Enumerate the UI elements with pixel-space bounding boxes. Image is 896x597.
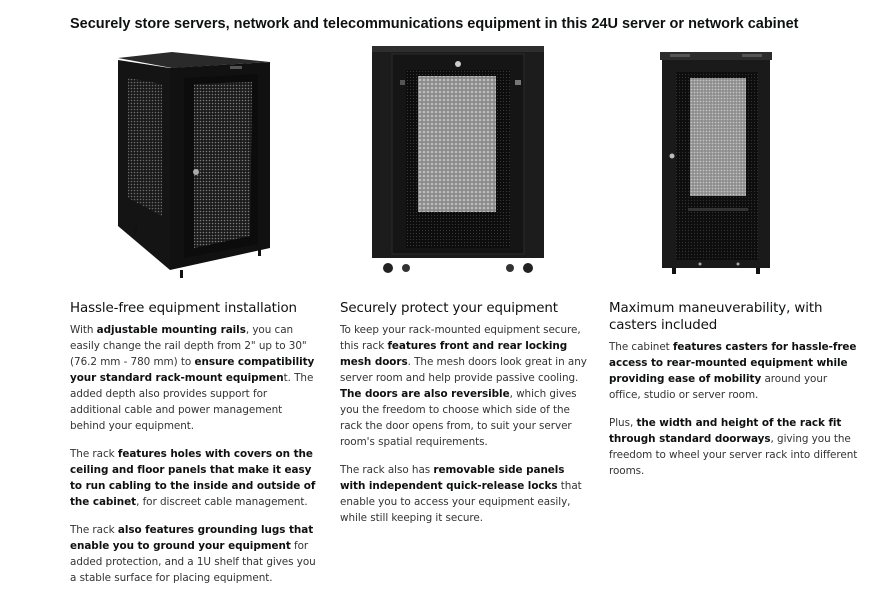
text: The rack — [70, 524, 118, 536]
section-headline: Securely store servers, network and telecommunications equipment in this 24U server or network cabinet — [70, 16, 799, 32]
cabinet-front-casters-image — [370, 46, 546, 276]
text: for added protection, and a 1U shelf that gives you a stable surface for placing equipment. — [70, 540, 316, 584]
bold-text: features casters for hassle-free access to rear-mounted equipment while providing ease of mobility — [609, 341, 857, 385]
text: , for discreet cable management. — [136, 496, 308, 508]
feature-paragraph — [609, 339, 859, 403]
feature-paragraph — [609, 415, 859, 479]
text: t. The added depth also provides support for additional cable and power management behind your equipment. — [70, 372, 314, 432]
feature-title: Maximum maneuverability, with casters included — [609, 301, 823, 333]
feature-paragraph — [70, 322, 320, 434]
feature-title: Hassle-free equipment installation — [70, 301, 297, 316]
text: that enable you to access your equipment easily, while still keeping it secure. — [340, 480, 582, 524]
bold-text: adjustable mounting rails — [96, 324, 246, 336]
feature-paragraph — [340, 462, 590, 526]
text: With — [70, 324, 97, 336]
bold-text: The doors are also reversible — [340, 388, 510, 400]
text: To keep your rack-mounted equipment secure, this rack — [340, 324, 581, 352]
text: , which gives you the freedom to choose which side of the rack the door opens from, to suit your server room's spatial requirements. — [340, 388, 577, 448]
text: Plus, — [609, 417, 637, 429]
bold-text: the width and height of the rack fit through standard doorways — [609, 417, 842, 445]
bold-text: features front and rear locking mesh doors — [340, 340, 568, 368]
bold-text: features holes with covers on the ceiling and floor panels that make it easy to run cabling to the inside and outside of the cabinet — [70, 448, 316, 508]
text: around your office, studio or server room. — [609, 373, 828, 401]
text: The rack also has — [340, 464, 434, 476]
feature-paragraph — [70, 522, 320, 586]
text: The rack — [70, 448, 118, 460]
bold-text: ensure compatibility your standard rack-mount equipmen — [70, 356, 315, 384]
text: The cabinet — [609, 341, 673, 353]
text: . The mesh doors look great in any server room and help provide passive cooling. — [340, 356, 587, 384]
feature-paragraph — [340, 322, 590, 450]
feature-column-installation — [70, 300, 320, 597]
bold-text: also features grounding lugs that enable you to ground your equipment — [70, 524, 314, 552]
cabinet-angled-image — [112, 48, 272, 280]
text: , giving you the freedom to wheel your server rack into different rooms. — [609, 433, 858, 477]
feature-column-maneuverability — [609, 300, 859, 491]
bold-text: removable side panels with independent quick-release locks — [340, 464, 565, 492]
feature-paragraph — [70, 446, 320, 510]
feature-column-security — [340, 300, 590, 538]
feature-title: Securely protect your equipment — [340, 301, 558, 316]
text: , you can easily change the rail depth from 2" up to 30" (76.2 mm - 780 mm) to — [70, 324, 307, 368]
cabinet-front-shelf-image — [660, 52, 772, 276]
